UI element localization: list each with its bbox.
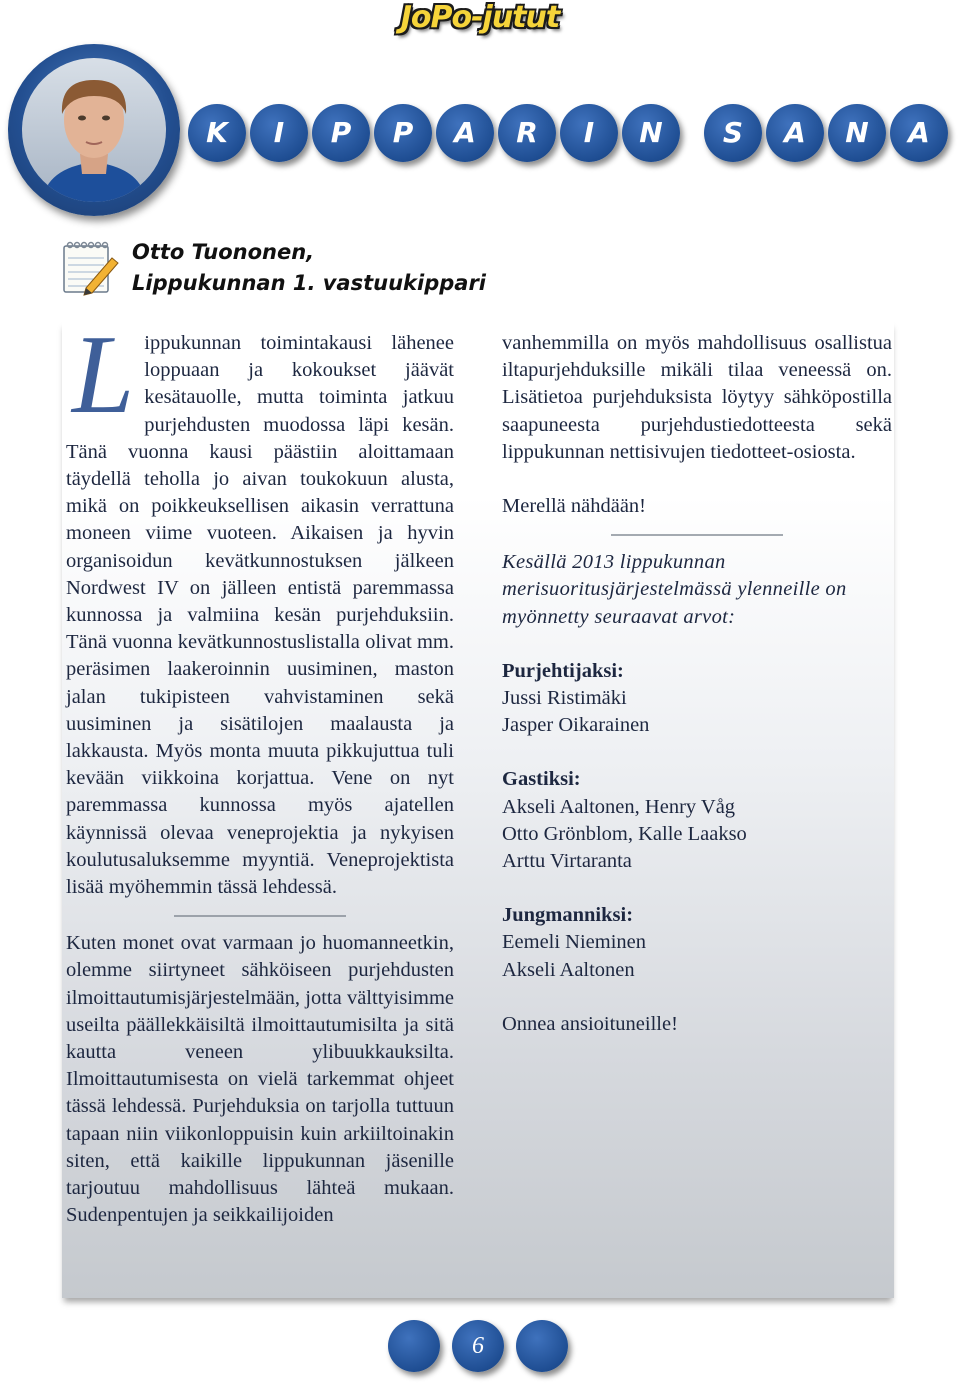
page-footer [388,1320,578,1380]
headline-letter: N [622,104,680,162]
headline-letter: A [890,104,948,162]
headline-letter: P [374,104,432,162]
awards-intro: Kesällä 2013 lippukunnan merisuoritusjärjestelmässä ylenneille on myönnetty seuraavat arvot: [502,551,847,628]
page-number: 6 [452,1320,504,1372]
divider [174,915,346,917]
footer-circle [516,1320,568,1372]
award-name: Eemeli Nieminen [502,931,647,954]
portrait-photo [22,58,166,202]
headline-letter: P [312,104,370,162]
award-name: Akseli Aaltonen, Henry Våg [502,795,736,818]
congrats-text: Onnea ansioituneille! [502,1012,678,1035]
headline-letter: A [436,104,494,162]
author-name: Otto Tuononen, [132,240,315,264]
award-name: Jussi Ristimäki [502,687,627,710]
paragraph: vanhemmilla on myös mahdollisuus osallistua iltapurjehduksille mikäli tilaa veneessä on. Lisätietoa purjehduksista löytyy sähköpostilla saapuneesta purjehdustiedotteesta sekä lippukunnan nettisivujen tiedotteet-osiosta. [502,332,892,463]
notepad-pencil-icon [62,240,120,296]
author-role: Lippukunnan 1. vastuukippari [132,271,486,295]
award-title: Gastiksi: [502,768,581,791]
award-name: Akseli Aaltonen [502,958,635,981]
award-name: Arttu Virtaranta [502,850,632,873]
divider [611,534,783,536]
masthead-title: JoPo-jutut [400,0,560,35]
footer-circle [388,1320,440,1372]
article-left-column [66,313,454,1230]
portrait-icon [22,58,166,202]
headline-letter: N [828,104,886,162]
headline-letter: I [250,104,308,162]
award-name: Otto Grönblom, Kalle Laakso [502,822,747,845]
headline-letter: I [560,104,618,162]
award-title: Jungmanniksi: [502,904,634,927]
headline [186,104,960,166]
paragraph-text: ippukunnan toimintakausi lähenee loppuaan ja kokoukset jäävät kesätauolle, mutta toiminta jatkuu purjehdusten muodossa läpi kesän. Tänä vuonna kausi päästiin aloittamaan täydellä teholla jo aivan toukokuun alusta, mikä on poikkeuksellisen aikasin verrattuna moneen viime vuoteen. Aikaisen ja hyvin organisoidun kevätkunnostuksen jälkeen Nordwest IV on jälleen entistä paremmassa kunnossa ja valmiina kesän purjehduksiin. Tänä vuonna kevätkunnostuslistalla olivat mm. peräsimen laakeroinnin uusiminen, maston jalan tukipisteen vahvistaminen sekä uusiminen ja sisätilojen maalausta ja lakkausta. Myös monta muuta pikkujuttua tuli kevään viikkoina korjattua. Vene on nyt paremmassa kunnossa myös ajatellen käynnissä olevaa veneprojektia ja nykyisen koulutusaluksemme myyntiä. Veneprojektista lisää myöhemmin tässä lehdessä. [66,332,454,899]
drop-cap: L [72,313,135,437]
author-avatar [8,44,180,216]
award-name: Jasper Oikarainen [502,714,650,737]
paragraph: Merellä nähdään! [502,495,646,518]
paragraph [66,313,454,901]
headline-letter: A [766,104,824,162]
headline-letter: R [498,104,556,162]
article-right-column [502,330,892,1038]
masthead [0,0,960,35]
headline-letter: K [188,104,246,162]
headline-letter: S [704,104,762,162]
award-title: Purjehtijaksi: [502,659,624,682]
paragraph: Kuten monet ovat varmaan jo huomanneetkin, olemme siirtyneet sähköiseen purjehdusten ilmoittautumisjärjestelmään, jotta välttyisimme useilta päällekkäisiltä ilmoittautumisilta ja sitä kautta veneen ylibuukkauksilta. Ilmoittautumisesta on vielä tarkemmat ohjeet tässä lehdessä. Purjehduksia on tarjolla tuttuun tapaan niin viikonloppuisin kuin arkiiltoinakin siten, että kaikille lippukunnan jäsenille tarjoutuu mahdollisuus lähteä mukaan. Sudenpentujen ja seikkailijoiden [66,932,454,1227]
